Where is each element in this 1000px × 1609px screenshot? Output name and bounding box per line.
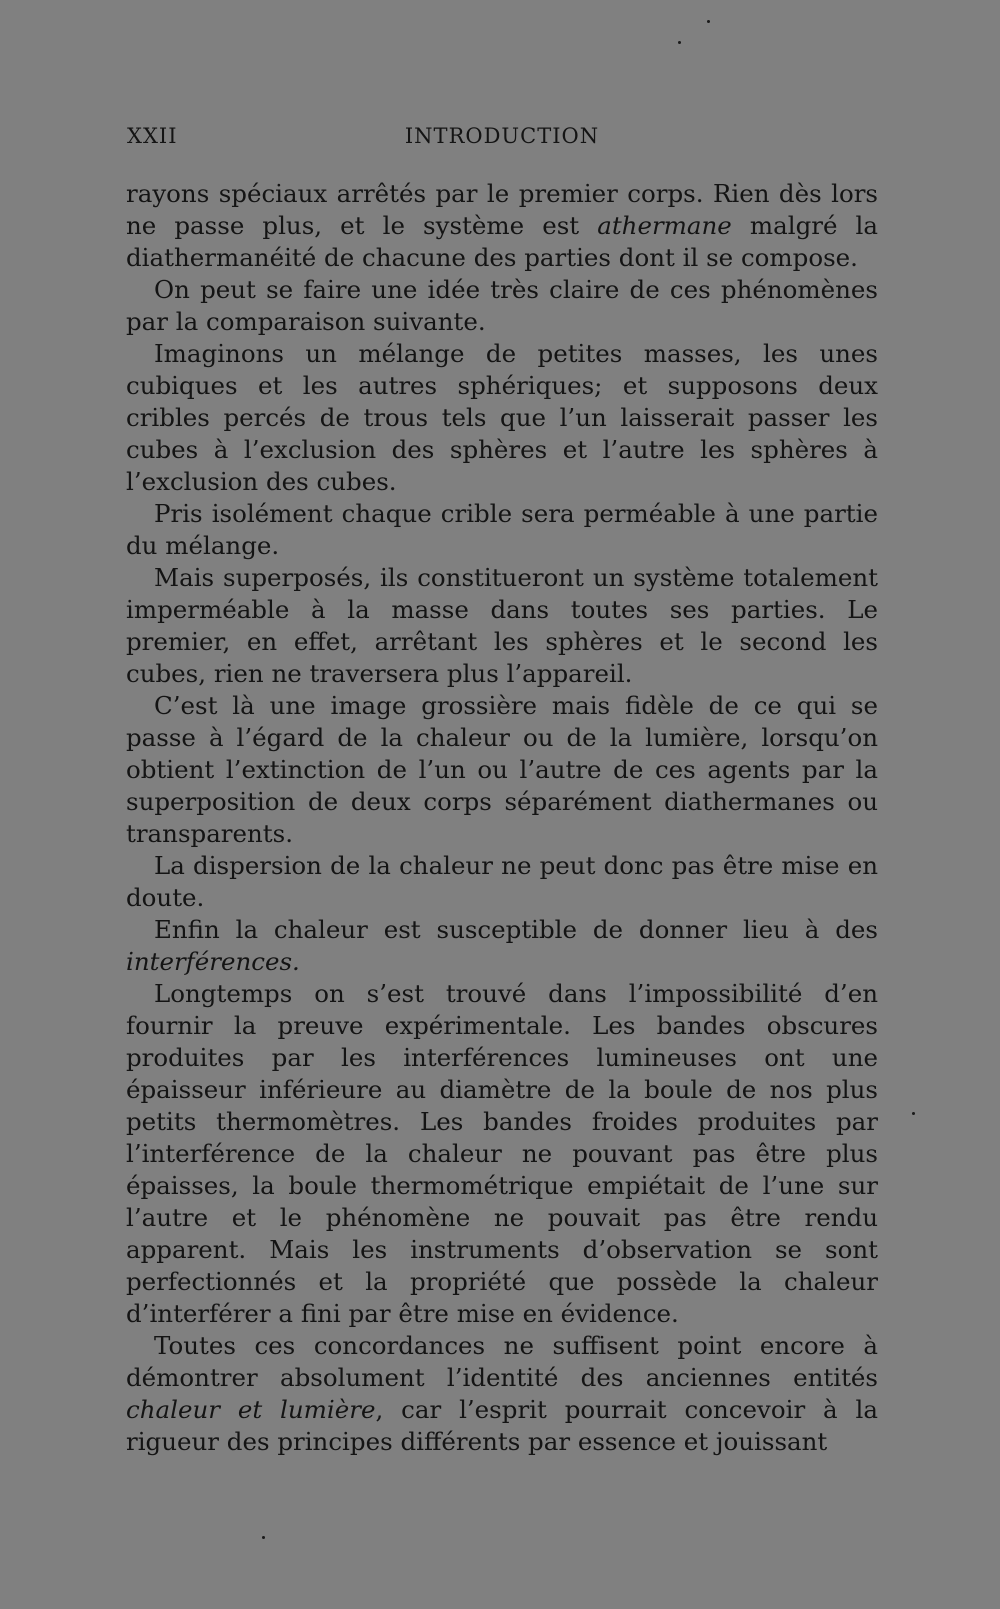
- paragraph: [126, 178, 878, 274]
- running-title: INTRODUCTION: [404, 124, 600, 148]
- scan-speck: [678, 41, 681, 44]
- paragraph: [126, 978, 878, 1330]
- paragraph: [126, 1330, 878, 1458]
- paragraph-text: On peut se faire une idée très claire de ces phénomènes par la comparaison suivante.: [126, 275, 878, 336]
- scan-speck: [262, 1536, 265, 1539]
- paragraph-text: Toutes ces concordances ne suffisent point encore à démontrer absolument l’identité des anciennes entités: [126, 1331, 878, 1392]
- paragraph: [126, 338, 878, 498]
- paragraph: [126, 562, 878, 690]
- paragraph-text: Enfin la chaleur est susceptible de donner lieu à des: [154, 915, 878, 944]
- paragraph-text: Pris isolément chaque crible sera perméable à une partie du mélange.: [126, 499, 878, 560]
- scan-speck: [912, 1112, 915, 1115]
- paragraph: [126, 274, 878, 338]
- paragraph-text: rayons spéciaux arrêtés par le premier corps. Rien dès lors ne passe plus, et le système est: [126, 179, 878, 240]
- paragraph-text: Imaginons un mélange de petites masses, les unes cubiques et les autres sphériques; et supposons deux cribles percés de trous tels que l’un laisserait passer les cubes à l’exclusion des sphères et l’autre les sphères à l’exclusion des cubes.: [126, 339, 878, 496]
- italic-text: athermane: [597, 211, 732, 240]
- paragraph-text: Mais superposés, ils constitueront un système totalement imperméable à la masse dans toutes ses parties. Le premier, en effet, arrêtant les sphères et le second les cubes, rien ne traversera plus l’appareil.: [126, 563, 878, 688]
- paragraph-text: C’est là une image grossière mais fidèle de ce qui se passe à l’égard de la chaleur ou de la lumière, lorsqu’on obtient l’extinction de l’un ou l’autre de ces agents par la superposition de deux corps séparément diathermanes ou transparents.: [126, 691, 878, 848]
- paragraph: [126, 690, 878, 850]
- paragraph-text: , car l’esprit pourrait concevoir à la rigueur des principes différents par essence et jouissant: [126, 1395, 878, 1456]
- italic-text: interférences.: [126, 947, 300, 976]
- body-text: [126, 178, 878, 1458]
- page-number: XXII: [127, 124, 178, 148]
- italic-text: chaleur et lumière: [126, 1395, 376, 1424]
- paragraph: [126, 498, 878, 562]
- paragraph: [126, 914, 878, 978]
- paragraph: [126, 850, 878, 914]
- paragraph-text: malgré la diathermanéité de chacune des parties dont il se compose.: [126, 211, 879, 272]
- paragraph-text: La dispersion de la chaleur ne peut donc pas être mise en doute.: [126, 851, 878, 912]
- page-header: [127, 124, 877, 154]
- paragraph-text: Longtemps on s’est trouvé dans l’impossibilité d’en fournir la preuve expérimentale. Les bandes obscures produites par les interférences lumineuses ont une épaisseur inférieure au diamètre de la boule de nos plus petits thermomètres. Les bandes froides produites par l’interférence de la chaleur ne pouvant pas être plus épaisses, la boule thermométrique empiétait de l’une sur l’autre et le phénomène ne pouvait pas être rendu apparent. Mais les instruments d’observation se sont perfectionnés et la propriété que possède la chaleur d’interférer a fini par être mise en évidence.: [126, 979, 878, 1328]
- scan-speck: [707, 20, 710, 23]
